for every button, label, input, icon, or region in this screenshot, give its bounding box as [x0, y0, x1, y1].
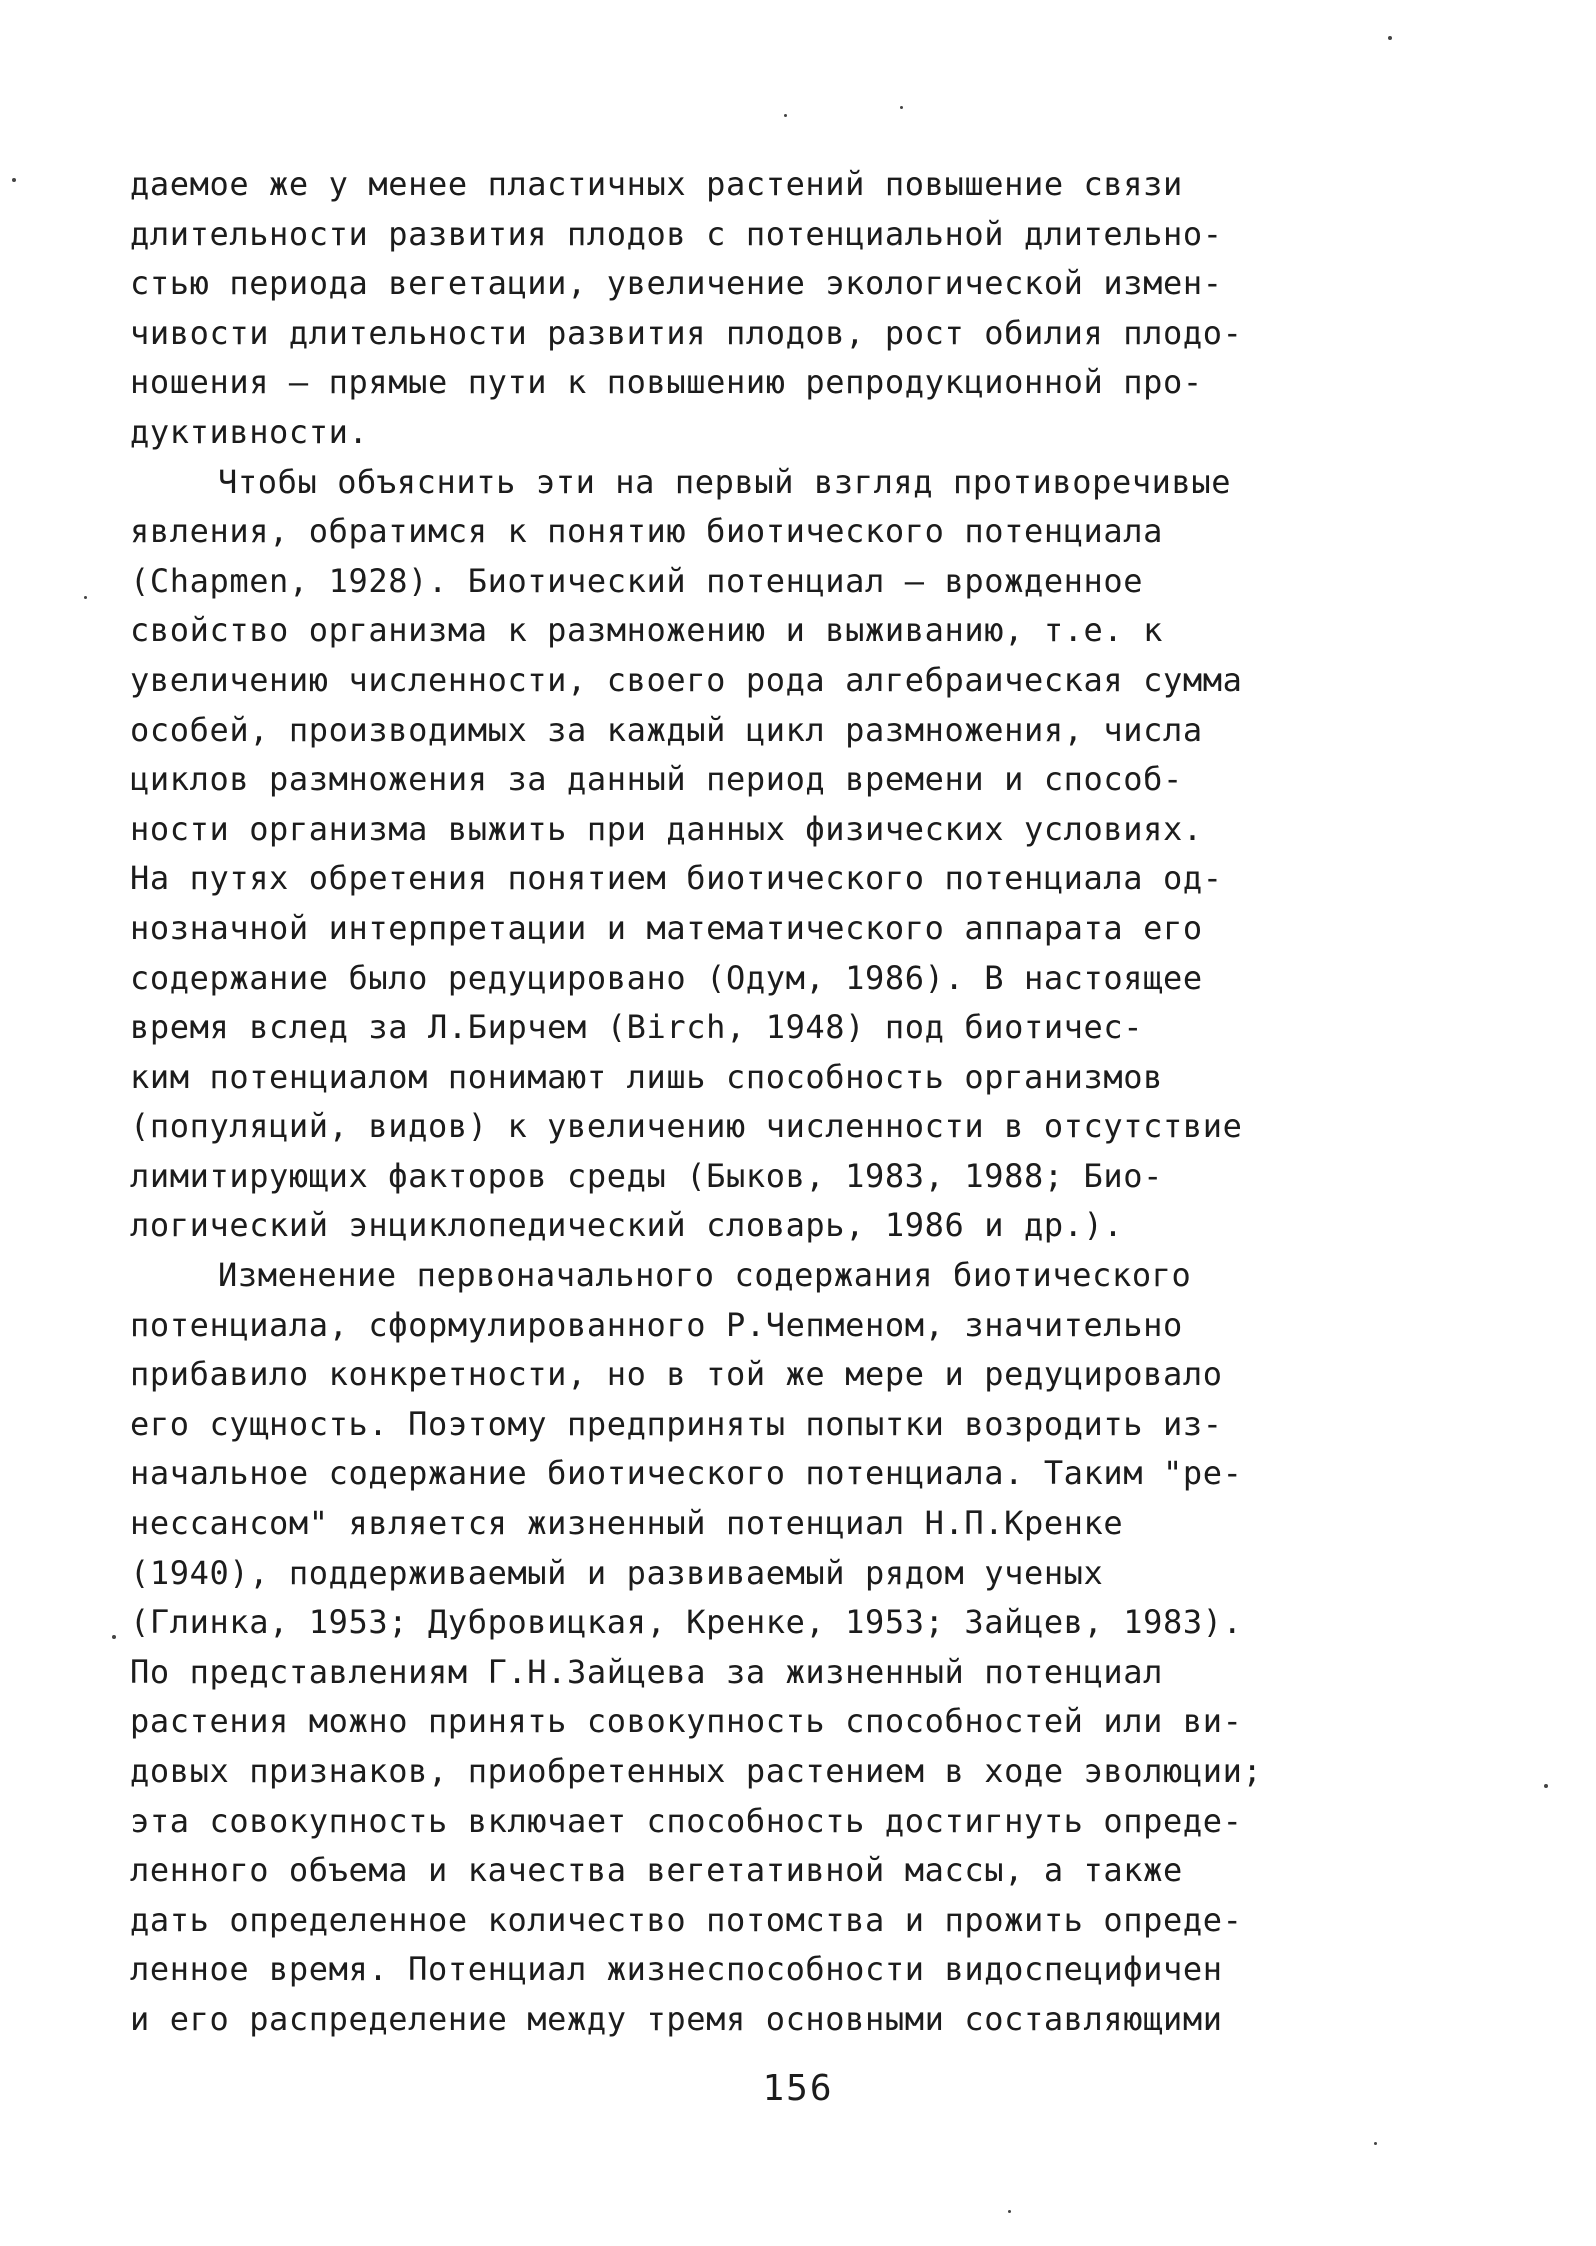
text-line: (популяций, видов) к увеличению численности в отсутствие	[130, 1107, 1243, 1146]
text-line: стью периода вегетации, увеличение экологической измен-	[130, 264, 1223, 303]
scan-speck	[12, 178, 16, 182]
text-line: логический энциклопедический словарь, 1986 и др.).	[130, 1206, 1124, 1245]
text-line: лимитирующих факторов среды (Быков, 1983, 1988; Био-	[130, 1156, 1164, 1195]
scan-speck	[1388, 36, 1392, 40]
text-line: циклов размножения за данный период времени и способ-	[130, 760, 1183, 799]
text-line: На путях обретения понятием биотического потенциала од-	[130, 859, 1223, 898]
text-line: дать определенное количество потомства и прожить опреде-	[130, 1900, 1243, 1939]
scan-speck	[112, 1635, 116, 1639]
text-line: потенциала, сформулированного Р.Чепменом, значительно	[130, 1305, 1183, 1344]
text-line: ленное время. Потенциал жизнеспособности видоспецифичен	[130, 1950, 1223, 1989]
text-line: (Глинка, 1953; Дубровицкая, Кренке, 1953; Зайцев, 1983).	[130, 1603, 1243, 1642]
text-line: свойство организма к размножению и выживанию, т.е. к	[130, 611, 1164, 650]
text-line: его сущность. Поэтому предприняты попытки возродить из-	[130, 1404, 1223, 1443]
text-line: особей, производимых за каждый цикл размножения, числа	[130, 710, 1203, 749]
text-line: (1940), поддерживаемый и развиваемый рядом ученых	[130, 1553, 1104, 1592]
paragraph-3	[130, 1251, 1450, 2045]
text-line: ности организма выжить при данных физических условиях.	[130, 809, 1203, 848]
scan-speck	[784, 114, 787, 117]
text-line: и его распределение между тремя основными составляющими	[130, 1999, 1223, 2038]
text-line: нессансом" является жизненный потенциал Н.П.Кренке	[130, 1504, 1124, 1543]
text-line: Чтобы объяснить эти на первый взгляд противоречивые	[218, 462, 1232, 501]
text-line: По представлениям Г.Н.Зайцева за жизненный потенциал	[130, 1652, 1164, 1691]
text-line: время вслед за Л.Бирчем (Birch, 1948) под биотичес-	[130, 1008, 1144, 1047]
scan-speck	[1008, 2210, 1011, 2213]
text-line: растения можно принять совокупность способностей или ви-	[130, 1702, 1243, 1741]
text-line: чивости длительности развития плодов, рост обилия плодо-	[130, 313, 1243, 352]
paragraph-2	[130, 458, 1450, 1252]
scan-speck	[1374, 2142, 1377, 2145]
text-line: ношения – прямые пути к повышению репродукционной про-	[130, 363, 1203, 402]
scan-speck	[900, 106, 903, 109]
body-text	[130, 160, 1450, 2045]
text-line: ким потенциалом понимают лишь способность организмов	[130, 1057, 1164, 1096]
text-line: ленного объема и качества вегетативной массы, а также	[130, 1851, 1183, 1890]
text-line: даемое же у менее пластичных растений повышение связи	[130, 165, 1183, 203]
text-line: нозначной интерпретации и математического аппарата его	[130, 908, 1203, 947]
text-line: увеличению численности, своего рода алгебраическая сумма	[130, 660, 1243, 699]
text-line: (Chapmen, 1928). Биотический потенциал – врожденное	[130, 561, 1144, 600]
text-line: дуктивности.	[130, 412, 369, 451]
text-line: прибавило конкретности, но в той же мере и редуцировало	[130, 1355, 1223, 1394]
text-line: Изменение первоначального содержания биотического	[218, 1256, 1192, 1295]
text-line: явления, обратимся к понятию биотического потенциала	[130, 512, 1164, 551]
page-number: 156	[762, 2068, 834, 2109]
text-line: эта совокупность включает способность достигнуть опреде-	[130, 1801, 1243, 1840]
text-line: содержание было редуцировано (Одум, 1986). В настоящее	[130, 958, 1203, 997]
text-line: длительности развития плодов с потенциальной длительно-	[130, 214, 1223, 253]
paragraph-1	[130, 160, 1450, 458]
scan-speck	[1544, 1784, 1548, 1788]
text-line: начальное содержание биотического потенциала. Таким "ре-	[130, 1454, 1243, 1493]
scan-speck	[84, 596, 87, 599]
text-line: довых признаков, приобретенных растением в ходе эволюции;	[130, 1752, 1263, 1790]
